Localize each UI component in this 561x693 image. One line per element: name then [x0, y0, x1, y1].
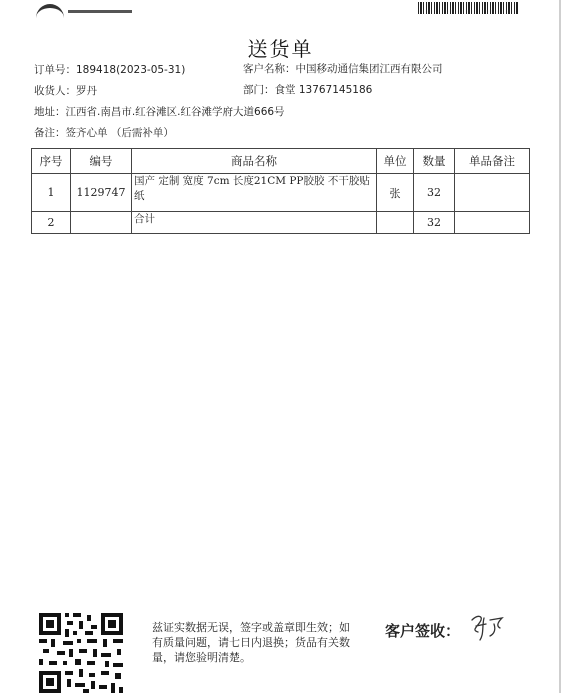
cell-note [455, 212, 530, 234]
cell-qty: 32 [414, 212, 455, 234]
cell-code: 1129747 [71, 174, 132, 212]
cell-unit [377, 212, 414, 234]
company-logo-text-graphic [68, 10, 132, 13]
receiver: 收货人：罗丹 [34, 85, 97, 97]
address: 地址：江西省.南昌市.红谷滩区.红谷滩学府大道666号 [34, 106, 285, 118]
remark: 备注：签齐心单 （后需补单） [34, 127, 174, 139]
cell-note [455, 174, 530, 212]
col-header-seq: 序号 [32, 149, 71, 174]
cell-qty: 32 [414, 174, 455, 212]
cell-code [71, 212, 132, 234]
top-cut-header [0, 0, 561, 20]
col-header-unit: 单位 [377, 149, 414, 174]
col-header-qty: 数量 [414, 149, 455, 174]
table-row [32, 212, 530, 234]
customer-name: 客户名称：中国移动通信集团江西有限公司 [243, 63, 443, 75]
items-table [31, 148, 530, 234]
cell-name: 国产 定制 宽度 7cm 长度21CM PP胶胶 不干胶贴纸 [132, 174, 377, 212]
col-header-note: 单品备注 [455, 149, 530, 174]
document-title: 送货单 [247, 37, 314, 61]
col-header-code: 编号 [71, 149, 132, 174]
cell-unit: 张 [377, 174, 414, 212]
qr-code-icon [39, 613, 123, 693]
table-row [32, 174, 530, 212]
col-header-name: 商品名称 [132, 149, 377, 174]
footer-note: 兹证实数据无误，签字或盖章即生效；如有质量问题，请七日内退换；货品有关数量，请您验明清楚。 [152, 621, 350, 664]
cell-name: 合计 [132, 212, 377, 234]
barcode-icon [418, 2, 518, 14]
cell-seq: 2 [32, 212, 71, 234]
customer-sign-label: 客户签收： [385, 622, 461, 640]
company-logo-icon [36, 4, 64, 20]
order-number: 订单号：189418(2023-05-31) [34, 64, 186, 76]
cell-seq: 1 [32, 174, 71, 212]
department: 部门：食堂 13767145186 [243, 84, 373, 96]
signature-icon [468, 612, 508, 642]
table-header-row [32, 149, 530, 174]
